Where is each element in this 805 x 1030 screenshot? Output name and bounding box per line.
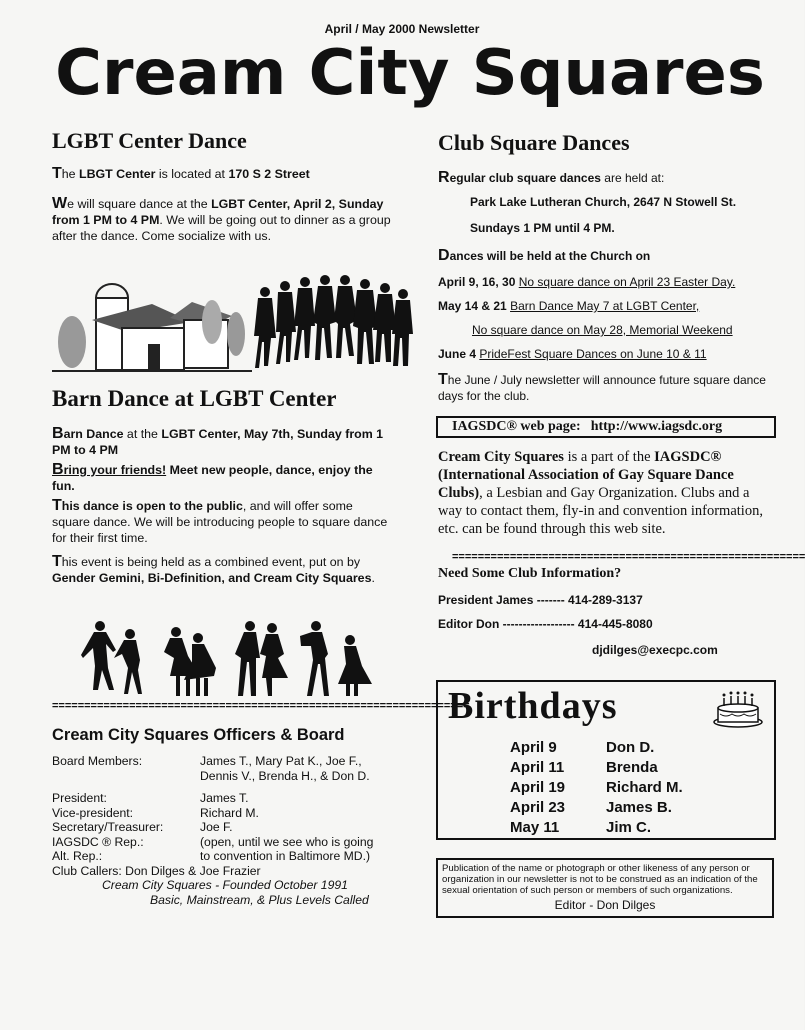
disclaimer-editor: Editor - Don Dilges xyxy=(554,898,656,912)
left-divider: ================================================================= xyxy=(52,700,470,712)
bring-friends-text: Bring your friends! Meet new people, dance, enjoy the fun. xyxy=(52,461,373,493)
officer-row: Alt. Rep.: to convention in Baltimore MD.) xyxy=(52,849,371,863)
birthdays-heading: Birthdays xyxy=(448,685,618,727)
dance-date-row: June 4 PrideFest Square Dances on June 10 & 11 xyxy=(438,347,707,361)
officers-list xyxy=(52,754,402,907)
levels-line: Basic, Mainstream, & Plus Levels Called xyxy=(150,892,369,907)
lgbt-dance-text: We will square dance at the LGBT Center, April 2, Sunday from 1 PM to 4 PM. We will be going out to dinner as a group after the dance. Come socialize with us. xyxy=(52,195,391,243)
birthday-row: May 11 Jim C. xyxy=(510,819,652,836)
club-callers: Club Callers: Don Dilges & Joe Frazier xyxy=(52,863,261,878)
club-dances-heading: Club Square Dances xyxy=(438,130,630,155)
masthead-title: Cream City Squares xyxy=(55,36,765,109)
officer-row: Board Members: James T., Mary Pat K., Joe F., xyxy=(52,754,362,768)
lgbt-center-heading: LGBT Center Dance xyxy=(52,128,247,153)
birthday-row: April 19 Richard M. xyxy=(510,779,683,796)
issue-date: April / May 2000 Newsletter xyxy=(324,22,480,36)
web-page-url[interactable]: http://www.iagsdc.org xyxy=(590,419,723,434)
disclaimer-text: Publication of the name or photograph or other likeness of any person or organization in our newsletter is not to be construed as an indication of the sexual orientation of such person or members of such organizations. xyxy=(442,863,758,896)
founded-line: Cream City Squares - Founded October 1991 xyxy=(102,878,348,892)
editor-email[interactable]: djdilges@execpc.com xyxy=(592,643,718,657)
dance-date-row: April 9, 16, 30 No square dance on April 23 Easter Day. xyxy=(438,275,736,289)
iagsdc-description: Cream City Squares is a part of the IAGSDC® (International Association of Gay Square Dance Clubs), a Lesbian and Gay Organization. Clubs and a way to contact them, fly-in and convention information, etc. can be found through this web site. xyxy=(438,449,763,537)
info-heading: Need Some Club Information? xyxy=(438,566,622,581)
combined-event-text: This event is being held as a combined event, put on by Gender Gemini, Bi-Definition, and Cream City Squares. xyxy=(52,553,375,585)
dance-date-row: No square dance on May 28, Memorial Weekend xyxy=(472,323,733,337)
officer-row: President: James T. xyxy=(52,791,249,805)
officer-row: Vice-president: Richard M. xyxy=(52,805,259,820)
dancing-couples-illustration xyxy=(80,616,370,700)
dance-date-row: May 14 & 21 Barn Dance May 7 at LGBT Center, xyxy=(438,299,700,313)
barn-dancers-illustration xyxy=(52,270,414,382)
editor-contact: Editor Don ------------------ 414-445-8080 xyxy=(438,617,653,631)
officer-row: Secretary/Treasurer: Joe F. xyxy=(52,820,233,834)
officers-heading: Cream City Squares Officers & Board xyxy=(52,726,345,744)
church-dates-intro: Dances will be held at the Church on xyxy=(438,247,651,264)
regular-dances-text: Regular club square dances are held at: xyxy=(438,169,665,186)
barn-dance-heading: Barn Dance at LGBT Center xyxy=(52,386,337,411)
open-public-text: This dance is open to the public, and will offer some square dance. We will be introducing people to square dance for their first time. xyxy=(52,497,388,545)
disclaimer-box xyxy=(436,858,774,918)
officer-row: IAGSDC ® Rep.: (open, until we see who is going xyxy=(52,834,374,849)
web-page-label: IAGSDC® web page: xyxy=(452,419,581,434)
future-dances-text: The June / July newsletter will announce future square dance days for the club. xyxy=(438,371,766,403)
president-contact: President James ------- 414-289-3137 xyxy=(438,593,643,607)
web-page-box xyxy=(436,416,776,438)
birthday-cake-icon xyxy=(710,688,766,728)
birthday-list xyxy=(510,738,683,838)
birthdays-box xyxy=(436,680,776,840)
barn-dance-date-text: Barn Dance at the LGBT Center, May 7th, Sunday from 1 PM to 4 PM xyxy=(52,425,384,457)
church-location: Park Lake Lutheran Church, 2647 N Stowell St. xyxy=(470,195,737,209)
birthday-row: April 11 Brenda xyxy=(510,759,658,776)
birthday-row: April 23 James B. xyxy=(510,799,672,816)
officer-row: Dennis V., Brenda H., & Don D. xyxy=(200,768,370,783)
lgbt-location-text: The LBGT Center is located at 170 S 2 Street xyxy=(52,165,310,182)
birthday-row: April 9 Don D. xyxy=(510,739,655,756)
right-divider: ======================================================= xyxy=(452,551,805,563)
dance-time: Sundays 1 PM until 4 PM. xyxy=(470,221,615,235)
